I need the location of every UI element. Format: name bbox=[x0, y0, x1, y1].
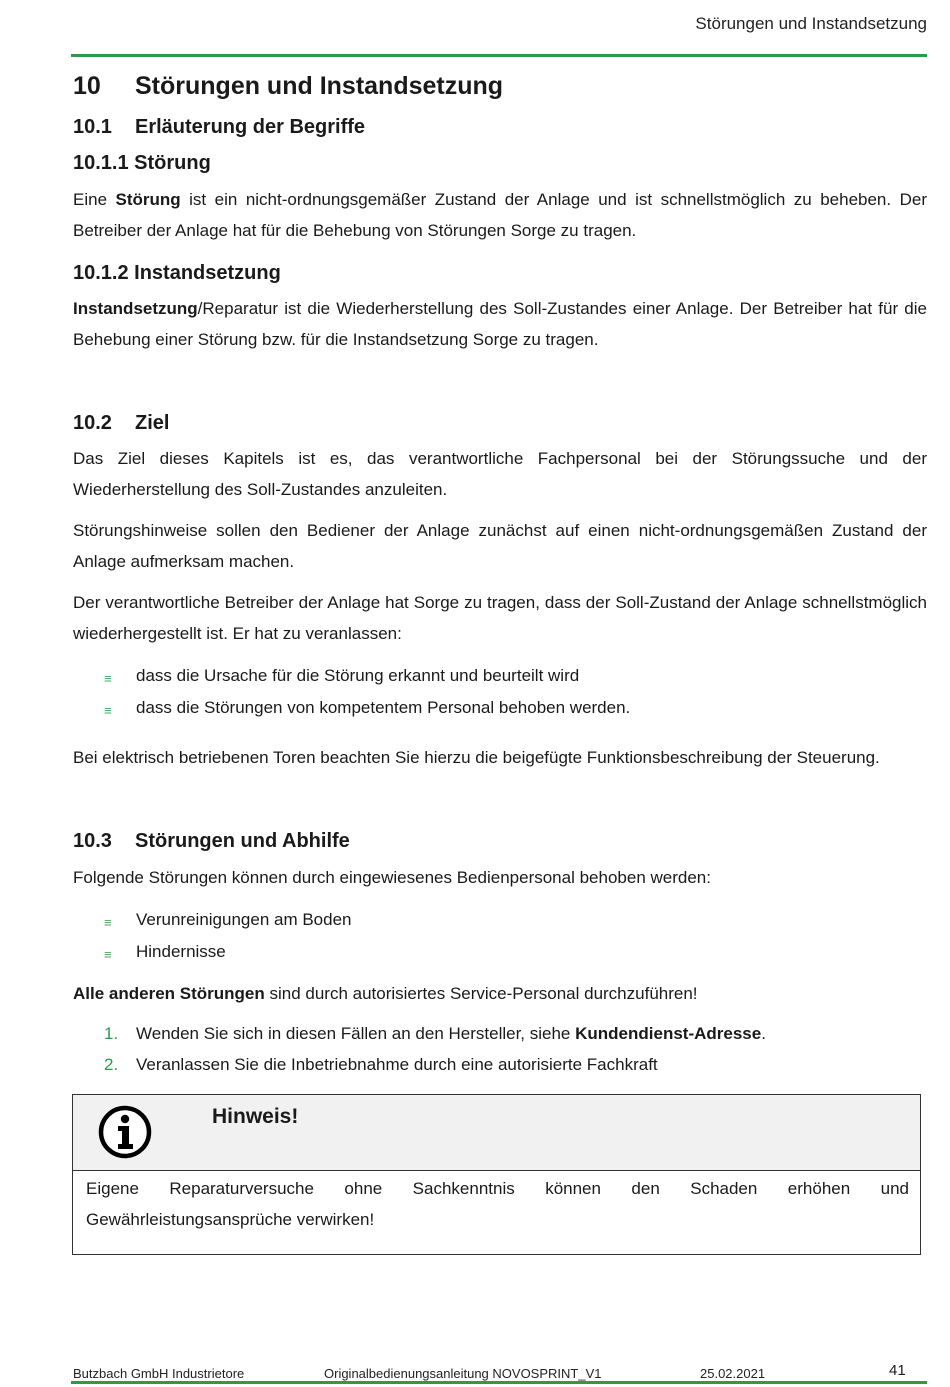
text-run: sind durch autorisiertes Service-Personal durchzuführen! bbox=[264, 984, 698, 1003]
footer-date: 25.02.2021 bbox=[700, 1366, 766, 1381]
bold-run: Alle anderen Störungen bbox=[73, 984, 265, 1003]
ziel-paragraph-4: Bei elektrisch betriebenen Toren beachten Sie hierzu die beigefügte Funktionsbeschreibung der Steuerung. bbox=[73, 748, 880, 767]
list-item-text: dass die Ursache für die Störung erkannt und beurteilt wird bbox=[136, 666, 580, 685]
footer-rule bbox=[71, 1381, 927, 1384]
numbered-step bbox=[104, 1055, 658, 1075]
section-number: 10.2 bbox=[73, 412, 112, 434]
list-bullet-icon: ≡ bbox=[104, 915, 112, 930]
list-item-text: Hindernisse bbox=[136, 942, 226, 961]
section-10-1-1-heading: 10.1.1 Störung bbox=[73, 152, 211, 174]
step-number: 1. bbox=[104, 1024, 119, 1043]
step-text: Wenden Sie sich in diesen Fällen an den Hersteller, siehe bbox=[136, 1024, 576, 1043]
step-text-tail: . bbox=[761, 1024, 766, 1043]
abhilfe-paragraph-1: Folgende Störungen können durch eingewiesenes Bedienpersonal behoben werden: bbox=[73, 868, 711, 887]
ziel-paragraph-2: Störungshinweise sollen den Bediener der Anlage zunächst auf einen nicht-ordnungsgemäßen Zustand der Anlage aufmerksam machen. bbox=[73, 521, 927, 571]
footer-document: Originalbedienungsanleitung NOVOSPRINT_V1 bbox=[324, 1366, 602, 1381]
term-stoerung: Störung bbox=[115, 190, 181, 209]
numbered-step bbox=[104, 1024, 766, 1044]
section-number: 10.3 bbox=[73, 830, 112, 852]
text-run: /Reparatur ist die Wiederherstellung des Soll-Zustandes einer Anlage. Der Betreiber hat für die Behebung einer Störung bzw. für die Instandsetzung Sorge zu tragen. bbox=[73, 299, 927, 349]
note-text-line: Eigene Reparaturversuche ohne Sachkenntnis können den Schaden erhöhen und bbox=[86, 1179, 909, 1198]
chapter-heading bbox=[73, 72, 503, 101]
text-run: Eine bbox=[73, 190, 116, 209]
section-title: Erläuterung der Begriffe bbox=[135, 116, 366, 138]
section-title: Ziel bbox=[135, 412, 170, 434]
instandsetzung-paragraph bbox=[73, 293, 927, 355]
note-title: Hinweis! bbox=[212, 1105, 299, 1128]
section-10-1-2-heading: 10.1.2 Instandsetzung bbox=[73, 262, 281, 284]
stoerung-paragraph bbox=[73, 184, 927, 246]
page-number: 41 bbox=[889, 1362, 906, 1379]
note-header bbox=[73, 1095, 920, 1171]
section-10-1-heading bbox=[73, 116, 365, 139]
chapter-number: 10 bbox=[73, 72, 101, 100]
step-text: Veranlassen Sie die Inbetriebnahme durch eine autorisierte Fachkraft bbox=[136, 1055, 658, 1074]
step-number: 2. bbox=[104, 1055, 119, 1074]
list-item-text: dass die Störungen von kompetentem Personal behoben werden. bbox=[136, 698, 631, 717]
running-header-title: Störungen und Instandsetzung bbox=[695, 14, 927, 33]
note-body bbox=[86, 1173, 909, 1235]
list-item-text: Verunreinigungen am Boden bbox=[136, 910, 352, 929]
abhilfe-paragraph-2 bbox=[73, 978, 927, 1009]
section-title: Störungen und Abhilfe bbox=[135, 830, 350, 852]
section-10-3-heading bbox=[73, 830, 350, 853]
note-text-line: Gewährleistungsansprüche verwirken! bbox=[86, 1210, 375, 1229]
ziel-paragraph-1: Das Ziel dieses Kapitels ist es, das verantwortliche Fachpersonal bei der Störungssuche und der Wiederherstellung des Soll-Zustandes anzuleiten. bbox=[73, 449, 927, 499]
note-box bbox=[72, 1094, 921, 1255]
list-bullet-icon: ≡ bbox=[104, 947, 112, 962]
footer-company: Butzbach GmbH Industrietore bbox=[73, 1366, 245, 1381]
chapter-title: Störungen und Instandsetzung bbox=[135, 72, 504, 100]
info-icon bbox=[97, 1104, 153, 1160]
section-10-2-heading bbox=[73, 412, 169, 435]
list-bullet-icon: ≡ bbox=[104, 671, 112, 686]
step-bold-ref: Kundendienst-Adresse bbox=[575, 1024, 762, 1043]
list-bullet-icon: ≡ bbox=[104, 703, 112, 718]
header-rule bbox=[71, 54, 927, 57]
term-instandsetzung: Instandsetzung bbox=[73, 299, 198, 318]
section-number: 10.1 bbox=[73, 116, 112, 138]
ziel-paragraph-3: Der verantwortliche Betreiber der Anlage hat Sorge zu tragen, dass der Soll-Zustand der Anlage schnellstmöglich wiederhergestellt ist. Er hat zu veranlassen: bbox=[73, 593, 927, 643]
text-run: ist ein nicht-ordnungsgemäßer Zustand der Anlage und ist schnellstmöglich zu beheben. Der Betreiber der Anlage hat für die Behebung von Störungen Sorge zu tragen. bbox=[73, 190, 927, 240]
